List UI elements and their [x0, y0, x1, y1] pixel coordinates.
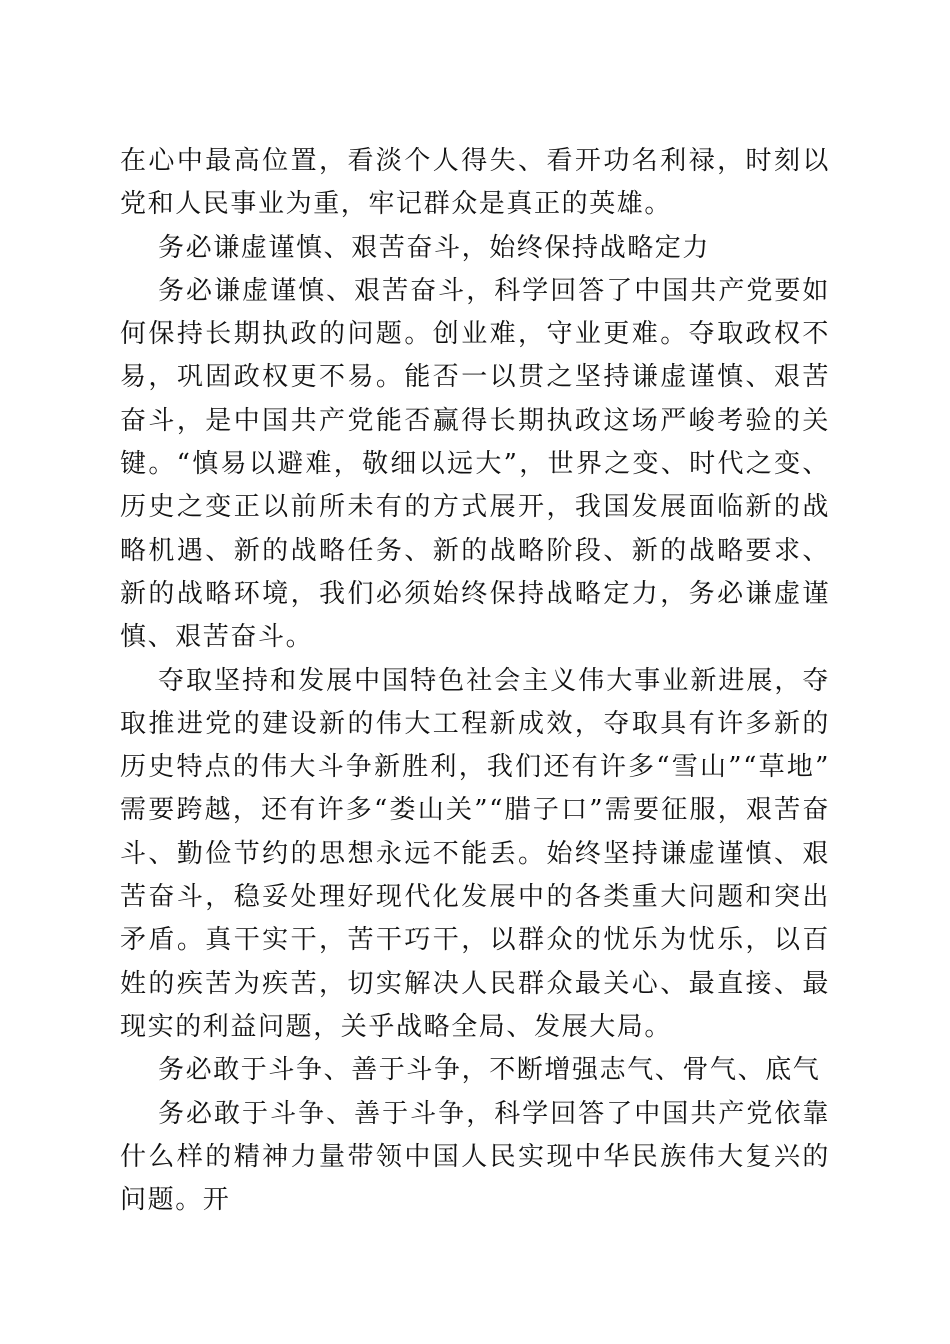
section-heading-humility: 务必谦虚谨慎、艰苦奋斗，始终保持战略定力: [158, 232, 711, 263]
body-paragraph-humility-2: 夺取坚持和发展中国特色社会主义伟大事业新进展，夺取推进党的建设新的伟大工程新成效，夺取具有许多新的历史特点的伟大斗争新胜利，我们还有许多“雪山”“草地”需要跨越，还有许多“娄山关”“腊子口”需要征服，艰苦奋斗、勤俭节约的思想永远不能丢。始终坚持谦虚谨慎、艰苦奋斗，稳妥处理好现代化发展中的各类重大问题和突出矛盾。真干实干，苦干巧干，以群众的忧乐为忧乐，以百姓的疾苦为疾苦，切实解决人民群众最关心、最直接、最现实的利益问题，关乎战略全局、发展大局。: [120, 665, 830, 1042]
section-heading-struggle: 务必敢于斗争、善于斗争，不断增强志气、骨气、底气: [158, 1055, 821, 1086]
body-paragraph-continuation: 在心中最高位置，看淡个人得失、看开功名利禄，时刻以党和人民事业为重，牢记群众是真正的英雄。: [120, 146, 830, 220]
body-paragraph-humility-1: 务必谦虚谨慎、艰苦奋斗，科学回答了中国共产党要如何保持长期执政的问题。创业难，守业更难。夺取政权不易，巩固政权更不易。能否一以贯之坚持谦虚谨慎、艰苦奋斗，是中国共产党能否赢得长期执政这场严峻考验的关键。“慎易以避难，敬细以远大”，世界之变、时代之变、历史之变正以前所未有的方式展开，我国发展面临新的战略机遇、新的战略任务、新的战略阶段、新的战略要求、新的战略环境，我们必须始终保持战略定力，务必谦虚谨慎、艰苦奋斗。: [120, 275, 830, 653]
document-body: [120, 140, 830, 1222]
body-paragraph-struggle-1: 务必敢于斗争、善于斗争，科学回答了中国共产党依靠什么样的精神力量带领中国人民实现中华民族伟大复兴的问题。开: [120, 1098, 830, 1216]
